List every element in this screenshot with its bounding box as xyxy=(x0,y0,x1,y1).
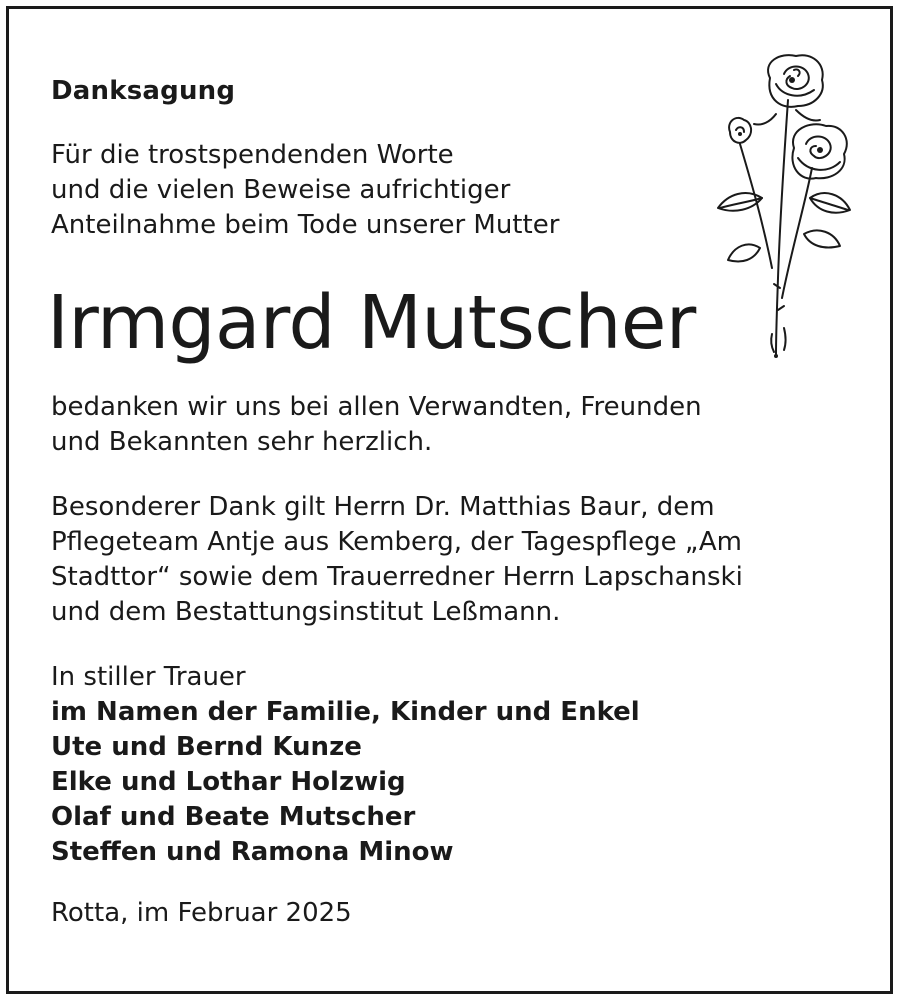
special-thanks-line: und dem Bestattungsinstitut Leßmann. xyxy=(51,597,561,627)
intro-line: und die vielen Beweise aufrichtiger xyxy=(51,175,511,205)
mourner-line: Olaf und Beate Mutscher xyxy=(51,802,416,832)
mourner-line: Steffen und Ramona Minow xyxy=(51,837,454,867)
thanks-line: und Bekannten sehr herzlich. xyxy=(51,427,433,457)
deceased-name: Irmgard Mutscher xyxy=(47,280,696,366)
intro-line: Anteilnahme beim Tode unserer Mutter xyxy=(51,210,560,240)
thanks-line: bedanken wir uns bei allen Verwandten, Freunden xyxy=(51,392,702,422)
intro-line: Für die trostspendenden Worte xyxy=(51,140,454,170)
special-thanks-line: Pflegeteam Antje aus Kemberg, der Tagespflege „Am xyxy=(51,527,742,557)
place-date: Rotta, im Februar 2025 xyxy=(51,898,352,928)
special-thanks-text xyxy=(51,490,743,630)
mourner-line: Ute und Bernd Kunze xyxy=(51,732,362,762)
special-thanks-line: Stadttor“ sowie dem Trauerredner Herrn Lapschanski xyxy=(51,562,743,592)
notice-heading: Danksagung xyxy=(51,76,236,106)
mourner-line: Elke und Lothar Holzwig xyxy=(51,767,406,797)
mourning-intro: In stiller Trauer xyxy=(51,662,246,692)
mourner-line: im Namen der Familie, Kinder und Enkel xyxy=(51,697,640,727)
mourners-block xyxy=(51,660,640,870)
rose-icon xyxy=(700,48,860,364)
intro-text xyxy=(51,138,559,243)
thanks-text xyxy=(51,390,702,460)
special-thanks-line: Besonderer Dank gilt Herrn Dr. Matthias Baur, dem xyxy=(51,492,715,522)
